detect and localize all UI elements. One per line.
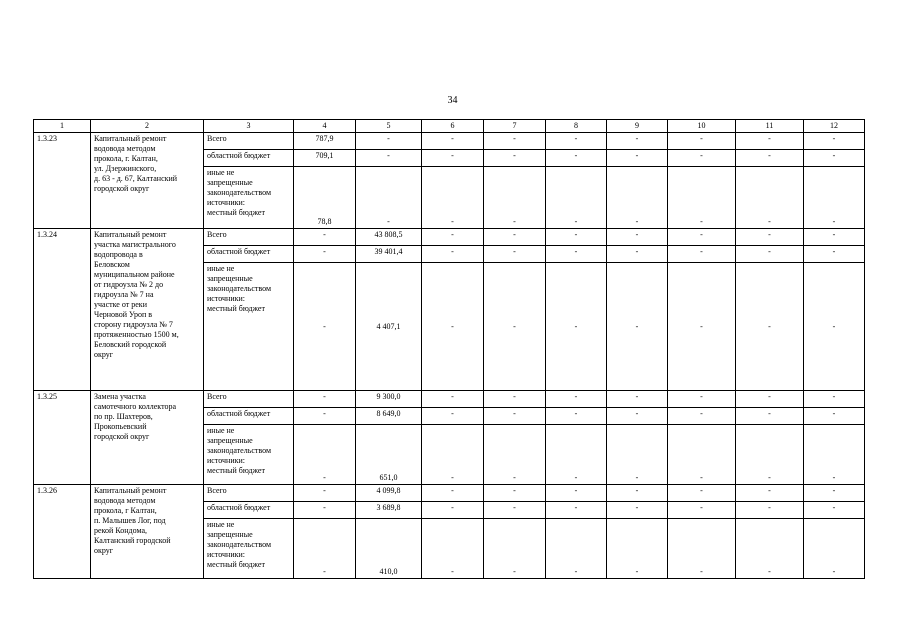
- value-cell: 709,1: [294, 150, 356, 167]
- value-cell: -: [484, 263, 546, 391]
- value-cell: -: [546, 408, 607, 425]
- value-cell: -: [294, 519, 356, 579]
- value-cell: -: [484, 229, 546, 246]
- value-cell: -: [668, 167, 736, 229]
- table-row: [34, 133, 865, 150]
- value-cell: -: [804, 263, 865, 391]
- value-cell: -: [736, 425, 804, 485]
- value-cell: -: [484, 167, 546, 229]
- funding-source-label: иные не запрещенные законодательством источники: местный бюджет: [207, 264, 272, 313]
- funding-source-label: иные не запрещенные законодательством источники: местный бюджет: [207, 426, 272, 475]
- value-cell: -: [607, 425, 668, 485]
- value-cell: -: [668, 150, 736, 167]
- value-cell: -: [607, 167, 668, 229]
- value-cell: -: [294, 246, 356, 263]
- value-cell: -: [607, 391, 668, 408]
- item-name-text: Капитальный ремонт водовода методом прокола, г. Калтан, ул. Дзержинского, д. 63 - д. 67, Калтанский городской округ: [94, 134, 178, 193]
- value-cell: -: [668, 485, 736, 502]
- funding-source-label: областной бюджет: [207, 409, 271, 418]
- value-cell: 787,9: [294, 133, 356, 150]
- item-code: 1.3.23: [34, 133, 91, 229]
- value-cell: 651,0: [356, 425, 422, 485]
- value-cell: -: [546, 133, 607, 150]
- value-cell: -: [294, 425, 356, 485]
- value-cell: -: [804, 502, 865, 519]
- funding-source-label: Всего: [207, 392, 227, 401]
- value-cell: -: [804, 519, 865, 579]
- item-name-text: Замена участка самотечного коллектора по пр. Шахтеров, Прокопьевский городской округ: [94, 392, 177, 441]
- value-cell: 39 401,4: [356, 246, 422, 263]
- value-cell: -: [422, 425, 484, 485]
- value-cell: -: [294, 263, 356, 391]
- value-cell: -: [484, 485, 546, 502]
- value-cell: -: [607, 133, 668, 150]
- value-cell: -: [668, 408, 736, 425]
- value-cell: -: [484, 150, 546, 167]
- table-row: [34, 485, 865, 502]
- value-cell: -: [668, 502, 736, 519]
- item-name: [91, 485, 204, 579]
- column-header: 8: [546, 120, 607, 133]
- value-cell: 78,8: [294, 167, 356, 229]
- funding-source-label: Всего: [207, 230, 227, 239]
- funding-source-label: Всего: [207, 134, 227, 143]
- value-cell: -: [484, 425, 546, 485]
- item-code: 1.3.24: [34, 229, 91, 391]
- value-cell: -: [736, 246, 804, 263]
- value-cell: -: [546, 167, 607, 229]
- value-cell: -: [736, 229, 804, 246]
- value-cell: 9 300,0: [356, 391, 422, 408]
- value-cell: -: [422, 263, 484, 391]
- value-cell: -: [736, 502, 804, 519]
- value-cell: -: [804, 133, 865, 150]
- value-cell: -: [607, 229, 668, 246]
- value-cell: -: [804, 150, 865, 167]
- funding-source-label: Всего: [207, 486, 227, 495]
- column-header: 2: [91, 120, 204, 133]
- value-cell: -: [607, 246, 668, 263]
- value-cell: -: [736, 485, 804, 502]
- value-cell: -: [546, 229, 607, 246]
- value-cell: -: [422, 502, 484, 519]
- column-header: 9: [607, 120, 668, 133]
- value-cell: -: [736, 150, 804, 167]
- value-cell: -: [546, 246, 607, 263]
- item-code: 1.3.26: [34, 485, 91, 579]
- value-cell: -: [804, 485, 865, 502]
- table-row: [34, 391, 865, 408]
- value-cell: -: [668, 263, 736, 391]
- value-cell: -: [484, 246, 546, 263]
- value-cell: -: [804, 229, 865, 246]
- column-header: 3: [204, 120, 294, 133]
- funding-source-other: [204, 519, 294, 579]
- funding-source-label: областной бюджет: [207, 503, 271, 512]
- value-cell: -: [736, 263, 804, 391]
- column-header: 12: [804, 120, 865, 133]
- value-cell: -: [422, 150, 484, 167]
- item-name: [91, 229, 204, 391]
- value-cell: 43 808,5: [356, 229, 422, 246]
- funding-source-total: [204, 133, 294, 150]
- value-cell: -: [668, 425, 736, 485]
- funding-source-total: [204, 229, 294, 246]
- item-code: 1.3.25: [34, 391, 91, 485]
- value-cell: -: [804, 425, 865, 485]
- funding-source-label: иные не запрещенные законодательством источники: местный бюджет: [207, 520, 272, 569]
- funding-source-other: [204, 425, 294, 485]
- value-cell: 3 689,8: [356, 502, 422, 519]
- value-cell: -: [607, 519, 668, 579]
- value-cell: -: [356, 167, 422, 229]
- value-cell: -: [804, 167, 865, 229]
- column-header: 5: [356, 120, 422, 133]
- value-cell: -: [736, 519, 804, 579]
- value-cell: -: [546, 425, 607, 485]
- item-name: [91, 133, 204, 229]
- value-cell: -: [422, 408, 484, 425]
- value-cell: -: [668, 229, 736, 246]
- value-cell: -: [546, 150, 607, 167]
- funding-source-other: [204, 263, 294, 391]
- value-cell: -: [546, 263, 607, 391]
- value-cell: -: [484, 133, 546, 150]
- page-number: 34: [447, 95, 458, 106]
- column-header: 10: [668, 120, 736, 133]
- value-cell: -: [607, 502, 668, 519]
- value-cell: -: [422, 485, 484, 502]
- column-header: 4: [294, 120, 356, 133]
- value-cell: -: [294, 229, 356, 246]
- funding-source-other: [204, 167, 294, 229]
- funding-source-label: областной бюджет: [207, 151, 271, 160]
- value-cell: -: [422, 133, 484, 150]
- funding-source-total: [204, 391, 294, 408]
- value-cell: -: [484, 519, 546, 579]
- value-cell: -: [668, 133, 736, 150]
- value-cell: -: [356, 150, 422, 167]
- column-header: 6: [422, 120, 484, 133]
- value-cell: -: [546, 519, 607, 579]
- value-cell: -: [804, 408, 865, 425]
- value-cell: -: [736, 133, 804, 150]
- value-cell: -: [668, 246, 736, 263]
- value-cell: 4 099,8: [356, 485, 422, 502]
- value-cell: -: [422, 391, 484, 408]
- value-cell: -: [422, 246, 484, 263]
- value-cell: 410,0: [356, 519, 422, 579]
- funding-source-regional: [204, 150, 294, 167]
- value-cell: -: [484, 391, 546, 408]
- table-header-row: [34, 120, 865, 133]
- value-cell: -: [607, 150, 668, 167]
- value-cell: -: [668, 519, 736, 579]
- value-cell: 4 407,1: [356, 263, 422, 391]
- value-cell: -: [804, 391, 865, 408]
- item-name: [91, 391, 204, 485]
- value-cell: -: [736, 408, 804, 425]
- value-cell: -: [607, 263, 668, 391]
- value-cell: -: [294, 502, 356, 519]
- budget-table: [33, 119, 865, 579]
- value-cell: -: [607, 408, 668, 425]
- value-cell: -: [736, 391, 804, 408]
- item-name-text: Капитальный ремонт участка магистрального водопровода в Беловском муниципальном районе от гидроузла № 2 до гидроузла № 7 на участке от реки Черновой Уроп в сторону гидроузла № 7 протяженностью 1500 м, Беловский городской округ: [94, 230, 179, 359]
- value-cell: -: [294, 391, 356, 408]
- value-cell: -: [804, 246, 865, 263]
- funding-source-label: областной бюджет: [207, 247, 271, 256]
- value-cell: -: [294, 485, 356, 502]
- funding-source-regional: [204, 502, 294, 519]
- value-cell: -: [607, 485, 668, 502]
- column-header: 11: [736, 120, 804, 133]
- value-cell: -: [484, 408, 546, 425]
- funding-source-regional: [204, 246, 294, 263]
- item-name-text: Капитальный ремонт водовода методом прокола, г Калтан, п. Малышев Лог, под рекой Кондома, Калтанский городской округ: [94, 486, 171, 555]
- value-cell: -: [484, 502, 546, 519]
- funding-source-label: иные не запрещенные законодательством источники: местный бюджет: [207, 168, 272, 217]
- column-header: 7: [484, 120, 546, 133]
- value-cell: -: [356, 133, 422, 150]
- value-cell: -: [422, 167, 484, 229]
- table-row: [34, 229, 865, 246]
- value-cell: -: [422, 229, 484, 246]
- funding-source-total: [204, 485, 294, 502]
- value-cell: 8 649,0: [356, 408, 422, 425]
- value-cell: -: [546, 391, 607, 408]
- value-cell: -: [422, 519, 484, 579]
- column-header: 1: [34, 120, 91, 133]
- value-cell: -: [736, 167, 804, 229]
- value-cell: -: [546, 485, 607, 502]
- value-cell: -: [294, 408, 356, 425]
- funding-source-regional: [204, 408, 294, 425]
- value-cell: -: [668, 391, 736, 408]
- value-cell: -: [546, 502, 607, 519]
